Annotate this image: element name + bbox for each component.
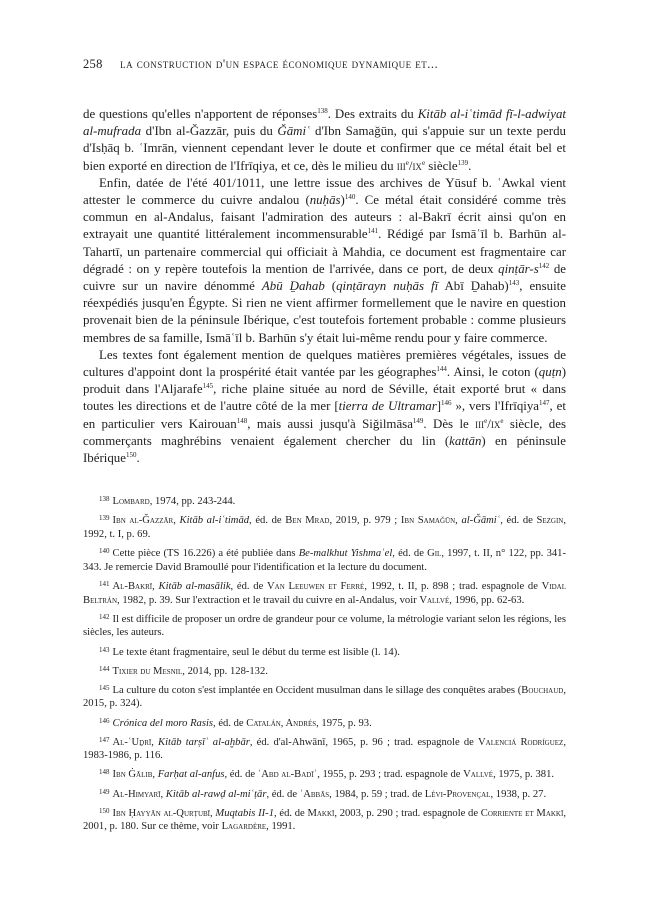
footnote bbox=[83, 663, 566, 679]
small-caps-text: Ben Mrad bbox=[285, 515, 330, 527]
paragraph-3 bbox=[83, 347, 566, 467]
text-run: , éd. de bbox=[230, 580, 268, 592]
footnote bbox=[83, 786, 566, 802]
italic-text: Kitāb al-iʿtimād fī-l-adwiyat al-mufrada bbox=[83, 107, 566, 139]
text-run: , éd. de bbox=[392, 548, 428, 560]
note-ref: 149 bbox=[412, 416, 424, 425]
text-run: siècle bbox=[425, 158, 458, 173]
small-caps-text: Sezgin bbox=[536, 515, 564, 527]
footnote-number: 144 bbox=[99, 664, 110, 673]
text-run: , éd. d'al-Ahwānī, 1965, p. 96 ; trad. espagnole de bbox=[249, 736, 478, 748]
small-caps-text: Vidal Beltrán bbox=[83, 580, 566, 606]
italic-text: al-Ǧāmiʿ bbox=[461, 515, 501, 527]
text-run: . Ce métal était considéré comme très commun en al-Andalus, faisant l'admiration des auteurs : al-Bakrī écrit ainsi qu'on en extrayait une quantité littéralement incommensurable bbox=[83, 193, 566, 242]
text-run: , 1983-1986, p. 116. bbox=[83, 736, 566, 762]
note-ref: 141 bbox=[367, 227, 379, 236]
footnote bbox=[83, 734, 566, 763]
footnotes bbox=[83, 493, 566, 834]
small-caps-text: Corriente et Makkī bbox=[480, 807, 564, 819]
text-run: d'Ibn Samaǧūn, qui s'appuie sur un texte perdu d'Isḥāq b. ʿImrān, viennent cependant lever le doute et confirmer que ce métal était bel et bien exporté en direction de l'Ifrīqiya, et ce, dès le milieu du bbox=[83, 124, 566, 173]
text-run: ) produit dans l'Aljarafe bbox=[83, 365, 567, 397]
small-caps-text: Van Leeuwen et Ferré bbox=[267, 580, 365, 592]
note-ref: 140 bbox=[344, 193, 356, 202]
small-caps-text: iii bbox=[475, 416, 485, 431]
footnote bbox=[83, 682, 566, 711]
small-caps-text: Ibn Ġālib bbox=[112, 769, 153, 781]
footnote-number: 139 bbox=[99, 514, 110, 523]
text-run: d'Ibn al-Ǧazzār, puis du bbox=[141, 124, 278, 139]
italic-text: Abū Ḏahab bbox=[261, 279, 325, 294]
text-run: , 1982, p. 39. Sur l'extraction et le travail du cuivre en al-Andalus, voir bbox=[117, 594, 420, 606]
small-caps-text: Vallvé bbox=[419, 594, 450, 606]
italic-text: nuḥās bbox=[309, 193, 341, 208]
small-caps-text: Vallvé bbox=[463, 769, 494, 781]
text-run: Enfin, datée de l'été 401/1011, une lettre issue des archives de Yūsuf b. ʿAwkal vient attester le commerce du cuivre andalou ( bbox=[83, 175, 566, 208]
italic-text: qinṭārayn nuḥās fī bbox=[336, 279, 439, 294]
small-caps-text: Ibn al-Ǧazzār bbox=[112, 515, 174, 527]
text-run: , 1955, p. 293 ; trad. espagnole de bbox=[317, 769, 464, 781]
text-run: . Dès le bbox=[423, 416, 476, 431]
text-run: , bbox=[160, 788, 166, 800]
text-run: , bbox=[455, 515, 462, 527]
text-run: , bbox=[173, 515, 180, 527]
text-run: , 1996, pp. 62-63. bbox=[449, 594, 525, 606]
text-run: , 1974, pp. 243-244. bbox=[149, 496, 236, 508]
note-ref: e bbox=[405, 158, 409, 167]
small-caps-text: Al-Himyarī bbox=[112, 788, 161, 800]
paragraph-2 bbox=[83, 175, 566, 347]
italic-text: Muqtabis II-1 bbox=[215, 807, 275, 819]
text-run: , bbox=[210, 807, 216, 819]
text-run: , mais aussi jusqu'à Siǧilmāsa bbox=[247, 416, 413, 431]
italic-text: Kitāb al-rawḍ al-miʿṭār bbox=[165, 788, 267, 800]
page bbox=[83, 57, 566, 837]
footnote bbox=[83, 715, 566, 731]
small-caps-text: ix bbox=[490, 416, 501, 431]
small-caps-text: Catalán, Andrés bbox=[246, 717, 317, 729]
note-ref: 147 bbox=[539, 399, 550, 408]
footnote-number: 141 bbox=[99, 579, 110, 588]
footnote-number: 143 bbox=[99, 645, 110, 654]
small-caps-text: ix bbox=[412, 158, 422, 173]
note-ref: 139 bbox=[457, 158, 469, 167]
note-ref: e bbox=[484, 416, 488, 425]
small-caps-text: Lagardère bbox=[221, 821, 267, 833]
text-run: , éd. de bbox=[500, 515, 537, 527]
text-run: , 2003, p. 290 ; trad. espagnole de bbox=[334, 807, 481, 819]
italic-text: Farḥat al-anfus bbox=[157, 769, 225, 781]
footnote bbox=[83, 512, 566, 541]
italic-text: Kitāb al-iʿtimād bbox=[179, 515, 250, 527]
paragraph-1 bbox=[83, 106, 566, 175]
text-run: , éd. de bbox=[274, 807, 308, 819]
text-run: de cuivre sur un navire dénommé bbox=[83, 261, 566, 294]
text-run: ) en péninsule Ibérique bbox=[83, 433, 566, 466]
footnote bbox=[83, 644, 566, 660]
text-run: , éd. de bbox=[266, 788, 300, 800]
footnote bbox=[83, 611, 566, 640]
italic-text: Crónica del moro Rasis bbox=[112, 717, 214, 729]
text-run: , 2001, p. 180. Sur ce thème, voir bbox=[83, 807, 566, 833]
small-caps-text: Al-Bakrī bbox=[112, 580, 153, 592]
text-run: , 2015, p. 324). bbox=[83, 684, 566, 710]
text-run: ( bbox=[324, 279, 337, 294]
text-run: , et en particulier vers Kairouan bbox=[83, 399, 566, 431]
text-run: . bbox=[468, 158, 472, 173]
text-run: / bbox=[487, 416, 491, 431]
text-run: de questions qu'elles n'apportent de réponses bbox=[83, 107, 318, 121]
footnote-number: 147 bbox=[99, 735, 110, 744]
footnote-number: 148 bbox=[99, 768, 110, 777]
text-run: , 2014, pp. 128-132. bbox=[182, 665, 268, 677]
text-run: , 1992, t. I, p. 69. bbox=[83, 515, 567, 541]
text-run: , ensuite réexpédiés jusqu'en Égypte. Si rien ne vient affirmer formellement que le navire en question provenait bien de la péninsule Ibérique, c'est toutefois fortement probable : comme plusieurs membres de sa famille, Ismāʿīl b. Barhūn s'y était lui-même rendu pour y faire commerce. bbox=[83, 279, 566, 345]
text-run: , 1992, t. II, p. 898 ; trad. espagnole de bbox=[364, 580, 542, 592]
text-run: , éd. de bbox=[224, 769, 258, 781]
small-caps-text: Lévi-Provençal bbox=[424, 788, 491, 800]
footnote-number: 145 bbox=[99, 683, 110, 692]
italic-text: Be-malkhut Yishmaʿel bbox=[298, 548, 393, 560]
text-run: , 2019, p. 979 ; bbox=[329, 515, 401, 527]
italic-text: Kitāb al-masālik bbox=[158, 580, 231, 592]
text-run: , bbox=[152, 769, 158, 781]
text-run: , 1975, p. 93. bbox=[316, 717, 372, 729]
note-ref: 148 bbox=[236, 416, 248, 425]
note-ref: 150 bbox=[125, 451, 137, 460]
text-run: . bbox=[136, 451, 140, 466]
text-run: », vers l'Ifrīqiya bbox=[451, 399, 540, 414]
note-ref: 144 bbox=[436, 365, 447, 374]
footnote-number: 146 bbox=[99, 716, 110, 725]
running-title: la construction d'un espace économique dynamique et... bbox=[120, 57, 439, 71]
text-run: / bbox=[408, 158, 413, 173]
note-ref: 143 bbox=[508, 279, 520, 288]
text-run: Le texte étant fragmentaire, seul le début du terme est lisible (l. 14). bbox=[112, 646, 400, 658]
text-run: . Des extraits du bbox=[327, 107, 418, 121]
small-caps-text: iii bbox=[396, 158, 406, 173]
small-caps-text: Al-ʿUḏrī bbox=[112, 736, 152, 748]
page-number: 258 bbox=[83, 57, 103, 71]
small-caps-text: Makkī bbox=[307, 807, 335, 819]
italic-text: qinṭār-s bbox=[498, 261, 539, 276]
footnote-number: 142 bbox=[99, 612, 110, 621]
note-ref: 145 bbox=[202, 382, 214, 391]
running-head bbox=[83, 57, 566, 72]
text-run: ) bbox=[340, 193, 345, 208]
text-run: , éd. de bbox=[249, 515, 286, 527]
text-run: La culture du coton s'est implantée en Occident musulman dans le sillage des conquêtes arabes ( bbox=[112, 684, 522, 696]
note-ref: 138 bbox=[317, 107, 328, 115]
text-run: ] bbox=[436, 399, 442, 414]
footnote bbox=[83, 766, 566, 782]
note-ref: 146 bbox=[441, 399, 452, 408]
italic-text: Kitāb tarṣīʿ al-aḫbār bbox=[158, 736, 250, 748]
note-ref: 142 bbox=[538, 261, 550, 270]
italic-text: kattān bbox=[449, 433, 482, 448]
text-run: , 1975, p. 381. bbox=[493, 769, 555, 781]
small-caps-text: Gil bbox=[427, 548, 442, 560]
text-run: . Rédigé par Ismāʿīl b. Barhūn al-Tahartī, un partenaire commercial qui officiait à Mahdia, ce document est fragmentaire car dégradé : on y repère toutefois la mention de l'arrivée, dans ce port, de deux bbox=[83, 227, 566, 276]
small-caps-text: Ibn Ḥayyān al-Qurṭubī bbox=[112, 807, 211, 819]
small-caps-text: Tixier du Mesnil bbox=[112, 665, 183, 677]
footnote-number: 140 bbox=[99, 547, 110, 556]
text-run: , bbox=[152, 580, 159, 592]
italic-text: tierra de Ultramar bbox=[338, 399, 437, 414]
footnote-number: 150 bbox=[99, 806, 110, 815]
text-run: . Ainsi, le coton ( bbox=[446, 365, 539, 380]
text-run: , 1984, p. 59 ; trad. de bbox=[329, 788, 425, 800]
italic-text: Ǧāmiʿ bbox=[277, 124, 311, 139]
italic-text: quṭn bbox=[538, 365, 562, 380]
text-run: , 1991. bbox=[266, 821, 296, 833]
small-caps-text: Lombard bbox=[112, 496, 150, 508]
small-caps-text: Valenciá Rodríguez bbox=[477, 736, 564, 748]
footnote bbox=[83, 805, 566, 834]
note-ref: e bbox=[421, 158, 426, 167]
small-caps-text: Ibn Samaǧūn bbox=[400, 515, 456, 527]
footnote-number: 149 bbox=[99, 787, 110, 796]
text-run: siècle, des commerçants maghrébins venaient également chercher du lin ( bbox=[83, 416, 566, 448]
text-run: Les textes font également mention de quelques matières premières végétales, issues de cultures d'appoint dont la prospérité était vantée par les géographes bbox=[83, 347, 566, 380]
text-run: , bbox=[151, 736, 158, 748]
text-run: , riche plaine située au nord de Séville, était exporté brut « dans toutes les directions et de l'autre côté de la mer [ bbox=[83, 382, 567, 414]
text-run: Abī Ḏahab) bbox=[438, 279, 509, 294]
small-caps-text: ʿAbd al-Badīʿ bbox=[257, 769, 318, 781]
text-run: , éd. de bbox=[213, 717, 247, 729]
text-run: , 1938, p. 27. bbox=[490, 788, 547, 800]
footnote bbox=[83, 493, 566, 509]
small-caps-text: Bouchaud bbox=[521, 684, 564, 696]
small-caps-text: ʿAbbās bbox=[299, 788, 330, 800]
body-text bbox=[83, 106, 566, 467]
footnote bbox=[83, 578, 566, 607]
footnote-number: 138 bbox=[99, 495, 110, 504]
text-run: Il est difficile de proposer un ordre de grandeur pour ce volume, la métrologie variant selon les régions, les siècles, les auteurs. bbox=[83, 613, 566, 639]
footnote bbox=[83, 545, 566, 574]
text-run: Cette pièce (TS 16.226) a été publiée dans bbox=[112, 548, 299, 560]
text-run: , 1997, t. II, n° 122, pp. 341-343. Je remercie David Bramoullé pour l'identification et la lecture du document. bbox=[83, 548, 566, 573]
note-ref: e bbox=[500, 416, 504, 425]
